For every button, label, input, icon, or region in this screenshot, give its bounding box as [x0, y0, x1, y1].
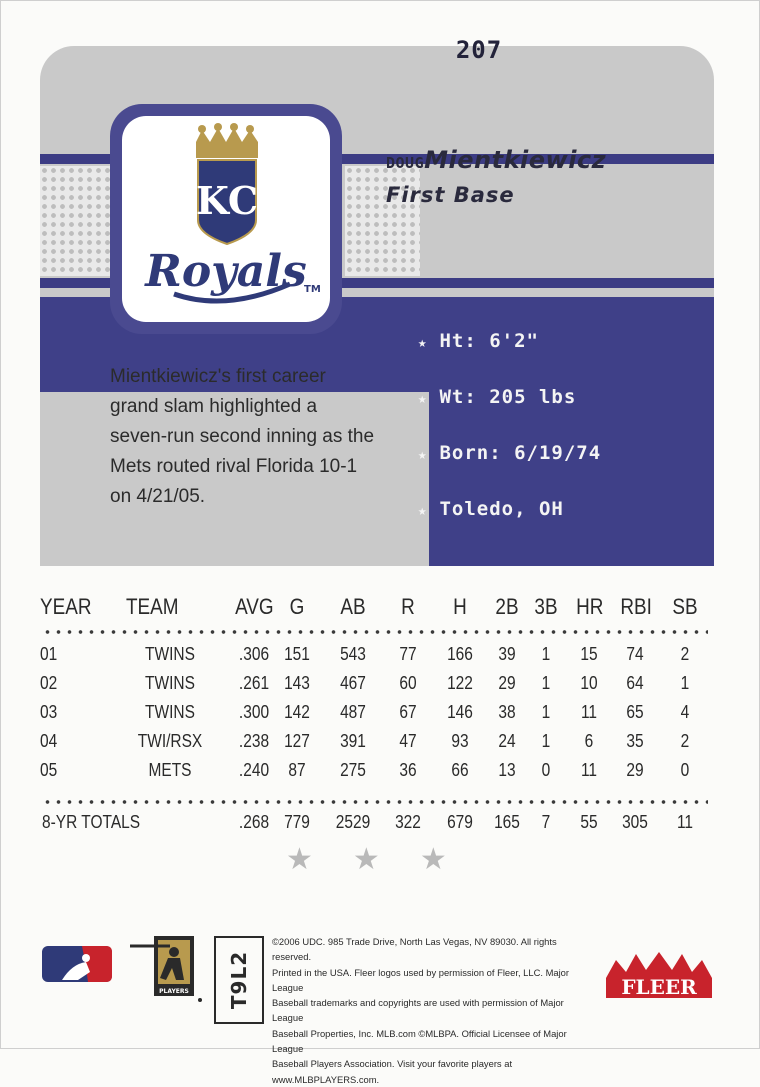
dotted-divider	[42, 630, 708, 634]
table-cell: 1	[680, 673, 690, 693]
year-cell: 04	[40, 731, 58, 751]
table-cell: 35	[626, 731, 644, 751]
team-cell: METS	[148, 760, 192, 780]
table-cell: 1	[541, 673, 551, 693]
crown-icon	[196, 123, 258, 158]
table-cell: 1	[541, 731, 551, 751]
table-cell: 11	[580, 702, 598, 722]
table-cell: .306	[238, 644, 270, 664]
table-cell: 1	[541, 702, 551, 722]
team-cell: TWI/RSX	[137, 731, 203, 751]
table-cell: 55	[580, 812, 598, 832]
header-team: TEAM	[126, 594, 179, 619]
vital-weight: ★ Wt: 205 lbs	[418, 386, 577, 408]
vital-height: ★ Ht: 6'2"	[418, 330, 539, 352]
royals-logo-icon	[122, 116, 330, 322]
table-cell: 67	[399, 702, 417, 722]
fleer-logo-icon	[602, 950, 716, 1004]
table-cell: 122	[447, 673, 473, 693]
header-year: YEAR	[40, 594, 92, 619]
stats-header-row	[40, 594, 712, 622]
team-cell: TWINS	[145, 702, 195, 722]
table-row	[40, 731, 712, 759]
table-cell: 64	[626, 673, 644, 693]
table-cell: 151	[284, 644, 310, 664]
svg-text:KC: KC	[195, 178, 259, 223]
table-cell: 4	[680, 702, 690, 722]
header-3b: 3B	[534, 594, 558, 619]
table-cell: 127	[284, 731, 310, 751]
player-first-name: DOUG	[386, 154, 425, 172]
table-cell: 166	[447, 644, 473, 664]
header-h: H	[453, 594, 467, 619]
table-cell: 7	[541, 812, 551, 832]
table-cell: 275	[340, 760, 366, 780]
table-cell: 679	[447, 812, 473, 832]
vital-born: ★ Born: 6/19/74	[418, 442, 602, 464]
table-cell: 2	[680, 731, 690, 751]
table-cell: 305	[622, 812, 648, 832]
table-cell: 29	[626, 760, 644, 780]
star-bullet-icon: ★	[418, 335, 428, 351]
table-cell: 779	[284, 812, 310, 832]
table-cell: 11	[580, 760, 598, 780]
table-cell: 11	[676, 812, 694, 832]
svg-text:TM: TM	[304, 284, 321, 295]
table-cell: 93	[451, 731, 469, 751]
table-cell: 15	[580, 644, 598, 664]
table-cell: 39	[498, 644, 516, 664]
table-cell: 0	[680, 760, 690, 780]
table-cell: 77	[399, 644, 417, 664]
team-cell: TWINS	[145, 644, 195, 664]
table-cell: 543	[340, 644, 366, 664]
totals-row	[40, 812, 712, 840]
table-cell: .268	[238, 812, 270, 832]
table-row	[40, 673, 712, 701]
table-cell: 165	[494, 812, 520, 832]
halftone-pattern-left	[40, 166, 115, 276]
vital-hometown: ★ Toledo, OH	[418, 498, 564, 520]
star-icon: ★	[286, 843, 313, 876]
table-cell: 487	[340, 702, 366, 722]
player-position: First Base	[386, 183, 515, 207]
player-last-name: Mientkiewicz	[424, 146, 607, 174]
team-cell: TWINS	[145, 673, 195, 693]
header-hr: HR	[576, 594, 604, 619]
star-bullet-icon: ★	[418, 447, 428, 463]
mlbpa-players-logo-icon	[130, 932, 206, 1004]
team-logo-frame	[110, 104, 342, 334]
decorative-stars	[286, 842, 487, 877]
table-row	[40, 644, 712, 672]
table-cell: .240	[238, 760, 270, 780]
player-name	[386, 146, 606, 174]
table-cell: 322	[395, 812, 421, 832]
table-cell: .238	[238, 731, 270, 751]
header-ab: AB	[340, 594, 366, 619]
card-footer	[0, 920, 760, 1085]
mlb-logo-icon	[42, 946, 112, 982]
year-cell: 02	[40, 673, 58, 693]
table-cell: 38	[498, 702, 516, 722]
card-number: 207	[455, 36, 503, 64]
table-cell: 66	[451, 760, 469, 780]
table-cell: 1	[541, 644, 551, 664]
star-icon: ★	[419, 843, 447, 876]
table-cell: 6	[584, 731, 594, 751]
table-cell: 47	[399, 731, 417, 751]
table-cell: 2	[680, 644, 690, 664]
table-cell: 143	[284, 673, 310, 693]
card-code: T9L2	[227, 950, 251, 1010]
header-r: R	[401, 594, 415, 619]
table-cell: 0	[541, 760, 551, 780]
table-cell: .261	[238, 673, 270, 693]
star-bullet-icon: ★	[418, 391, 428, 407]
totals-label: 8-YR TOTALS	[42, 812, 141, 832]
table-cell: 467	[340, 673, 366, 693]
header-avg: AVG	[235, 594, 274, 619]
table-cell: 87	[288, 760, 306, 780]
year-cell: 01	[40, 644, 58, 664]
table-cell: 65	[626, 702, 644, 722]
table-cell: 60	[399, 673, 417, 693]
table-row	[40, 760, 712, 788]
star-bullet-icon: ★	[418, 503, 428, 519]
team-logo	[122, 116, 330, 322]
header-sb: SB	[672, 594, 698, 619]
table-cell: 74	[626, 644, 644, 664]
table-cell: 13	[498, 760, 516, 780]
card-code-box	[214, 936, 264, 1024]
year-cell: 03	[40, 702, 58, 722]
table-cell: 10	[580, 673, 598, 693]
table-cell: .300	[238, 702, 270, 722]
table-cell: 29	[498, 673, 516, 693]
svg-text:PLAYERS: PLAYERS	[159, 988, 189, 995]
table-row	[40, 702, 712, 730]
bio-text: Mientkiewicz's first career grand slam highlighted a seven-run second inning as the Mets routed rival Florida 10-1 on 4/21/05.	[110, 366, 375, 507]
star-icon: ★	[352, 843, 380, 876]
table-cell: 142	[284, 702, 310, 722]
table-cell: 391	[340, 731, 366, 751]
year-cell: 05	[40, 760, 58, 780]
table-cell: 146	[447, 702, 473, 722]
header-g: G	[289, 594, 305, 619]
header-rbi: RBI	[620, 594, 652, 619]
header-2b: 2B	[495, 594, 519, 619]
table-cell: 36	[399, 760, 417, 780]
dotted-divider	[42, 800, 708, 804]
table-cell: 24	[498, 731, 516, 751]
svg-text:FLEER: FLEER	[621, 975, 697, 999]
royals-wordmark: Royals	[145, 246, 307, 297]
table-cell: 2529	[335, 812, 371, 832]
legal-text: ©2006 UDC. 985 Trade Drive, North Las Vegas, NV 89030. All rights reserved. Printed in the USA. Fleer logos used by permission of Fleer, LLC. Major League Baseball trademarks and copyrights are used with permission of Major League Baseball Properties, Inc. MLB.com ©MLBPA. Official Licensee of Major League Baseball Players Association. Visit your favorite players at www.MLBPLAYERS.com.	[272, 936, 570, 1085]
